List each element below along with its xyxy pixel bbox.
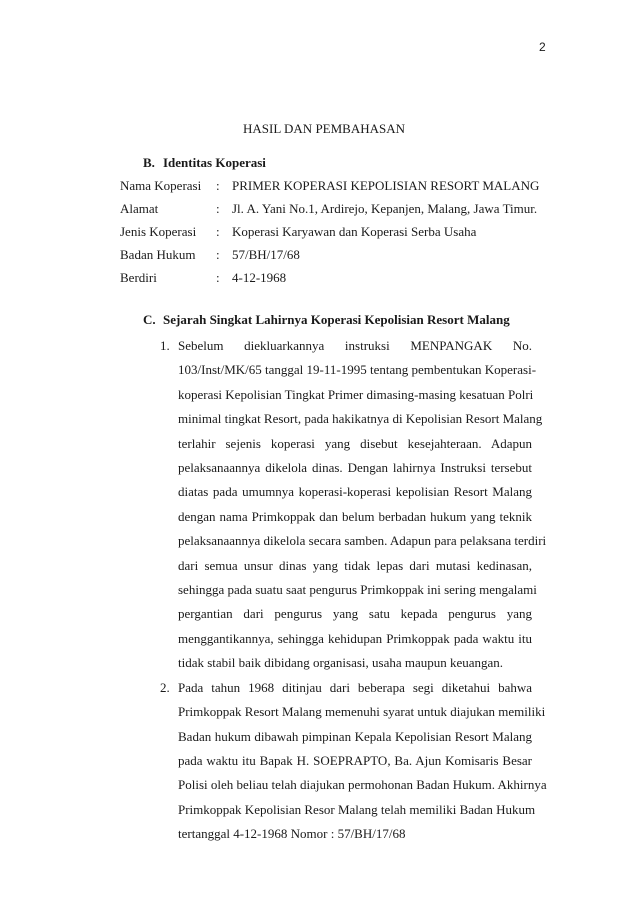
history-item-number: 2. (160, 679, 170, 695)
history-item (160, 676, 547, 847)
text-line: pelaksanaannya dikelola dinas. Dengan lahirnya Instruksi tersebut (178, 460, 532, 476)
text-line: tidak stabil baik dibidang organisasi, usaha maupun keuangan. (178, 655, 504, 671)
text-line: pergantian dari pengurus yang satu kepada pengurus yang (178, 606, 532, 622)
text-line: dari semua unsur dinas yang tidak lepas dari mutasi kedinasan, (178, 557, 532, 573)
identity-colon: : (216, 178, 220, 193)
identity-row (120, 224, 540, 242)
identity-colon: : (216, 270, 220, 285)
text-line: sehingga pada suatu saat pengurus Primkoppak ini sering mengalami (178, 582, 537, 598)
identity-value: Jl. A. Yani No.1, Ardirejo, Kepanjen, Malang, Jawa Timur. (232, 201, 538, 216)
text-line: pelaksanaannya dikelola secara samben. Adapun para pelaksana terdiri (178, 533, 547, 549)
text-line: pada waktu itu Bapak H. SOEPRAPTO, Ba. Ajun Komisaris Besar (178, 752, 532, 768)
history-item-text (178, 676, 547, 847)
text-line: Sebelum diekluarkannya instruksi MENPANGAK No. (178, 338, 532, 353)
identity-colon: : (216, 247, 220, 262)
identity-label: Badan Hukum (120, 247, 196, 262)
section-c-title: Sejarah Singkat Lahirnya Koperasi Kepolisian Resort Malang (163, 312, 510, 327)
section-b-letter: B. (143, 155, 155, 170)
section-b-heading (143, 155, 266, 171)
text-line: Pada tahun 1968 ditinjau dari beberapa segi diketahui bahwa (178, 679, 532, 695)
text-line: tertanggal 4-12-1968 Nomor : 57/BH/17/68 (178, 826, 406, 842)
identity-row (120, 178, 540, 196)
identity-colon: : (216, 224, 220, 239)
history-item-number: 1. (160, 338, 170, 353)
section-c-heading (143, 312, 510, 328)
text-line: Polisi oleh beliau telah diajukan permohonan Badan Hukum. Akhirnya (178, 777, 547, 793)
identity-value: 4-12-1968 (232, 270, 287, 285)
text-line: diatas pada umumnya koperasi-koperasi kepolisian Resort Malang (178, 484, 532, 500)
text-line: koperasi Kepolisian Tingkat Primer dimasing-masing kesatuan Polri (178, 386, 534, 402)
identity-label: Berdiri (120, 270, 157, 285)
identity-row (120, 201, 540, 219)
identity-label: Jenis Koperasi (120, 224, 197, 239)
history-item-text (178, 334, 547, 676)
identity-row (120, 247, 540, 265)
text-line: dengan nama Primkoppak dan belum berbadan hukum yang teknik (178, 508, 532, 524)
identity-value: Koperasi Karyawan dan Koperasi Serba Usaha (232, 224, 477, 239)
history-list (160, 334, 547, 847)
section-c-letter: C. (143, 312, 156, 327)
identity-value: PRIMER KOPERASI KEPOLISIAN RESORT MALANG (232, 178, 540, 193)
text-line: 103/Inst/MK/65 tanggal 19-11-1995 tentang pembentukan Koperasi- (178, 362, 537, 378)
identity-label: Nama Koperasi (120, 178, 202, 193)
identity-colon: : (216, 201, 220, 216)
identity-row (120, 270, 540, 288)
identity-value: 57/BH/17/68 (232, 247, 300, 262)
text-line: Primkoppak Resort Malang memenuhi syarat untuk diajukan memiliki (178, 704, 546, 720)
text-line: Primkoppak Kepolisian Resor Malang telah memiliki Badan Hukum (178, 801, 536, 817)
page-title: HASIL DAN PEMBAHASAN (242, 121, 406, 136)
history-item (160, 334, 547, 676)
identity-label: Alamat (120, 201, 159, 216)
text-line: Badan hukum dibawah pimpinan Kepala Kepolisian Resort Malang (178, 728, 532, 744)
section-b-title: Identitas Koperasi (163, 155, 266, 170)
text-line: menggantikannya, sehingga kehidupan Primkoppak pada waktu itu (178, 630, 532, 646)
text-line: minimal tingkat Resort, pada hakikatnya di Kepolisian Resort Malang (178, 411, 543, 427)
text-line: terlahir sejenis koperasi yang disebut kesejahteraan. Adapun (178, 435, 532, 451)
page-number: 2 (539, 40, 546, 54)
